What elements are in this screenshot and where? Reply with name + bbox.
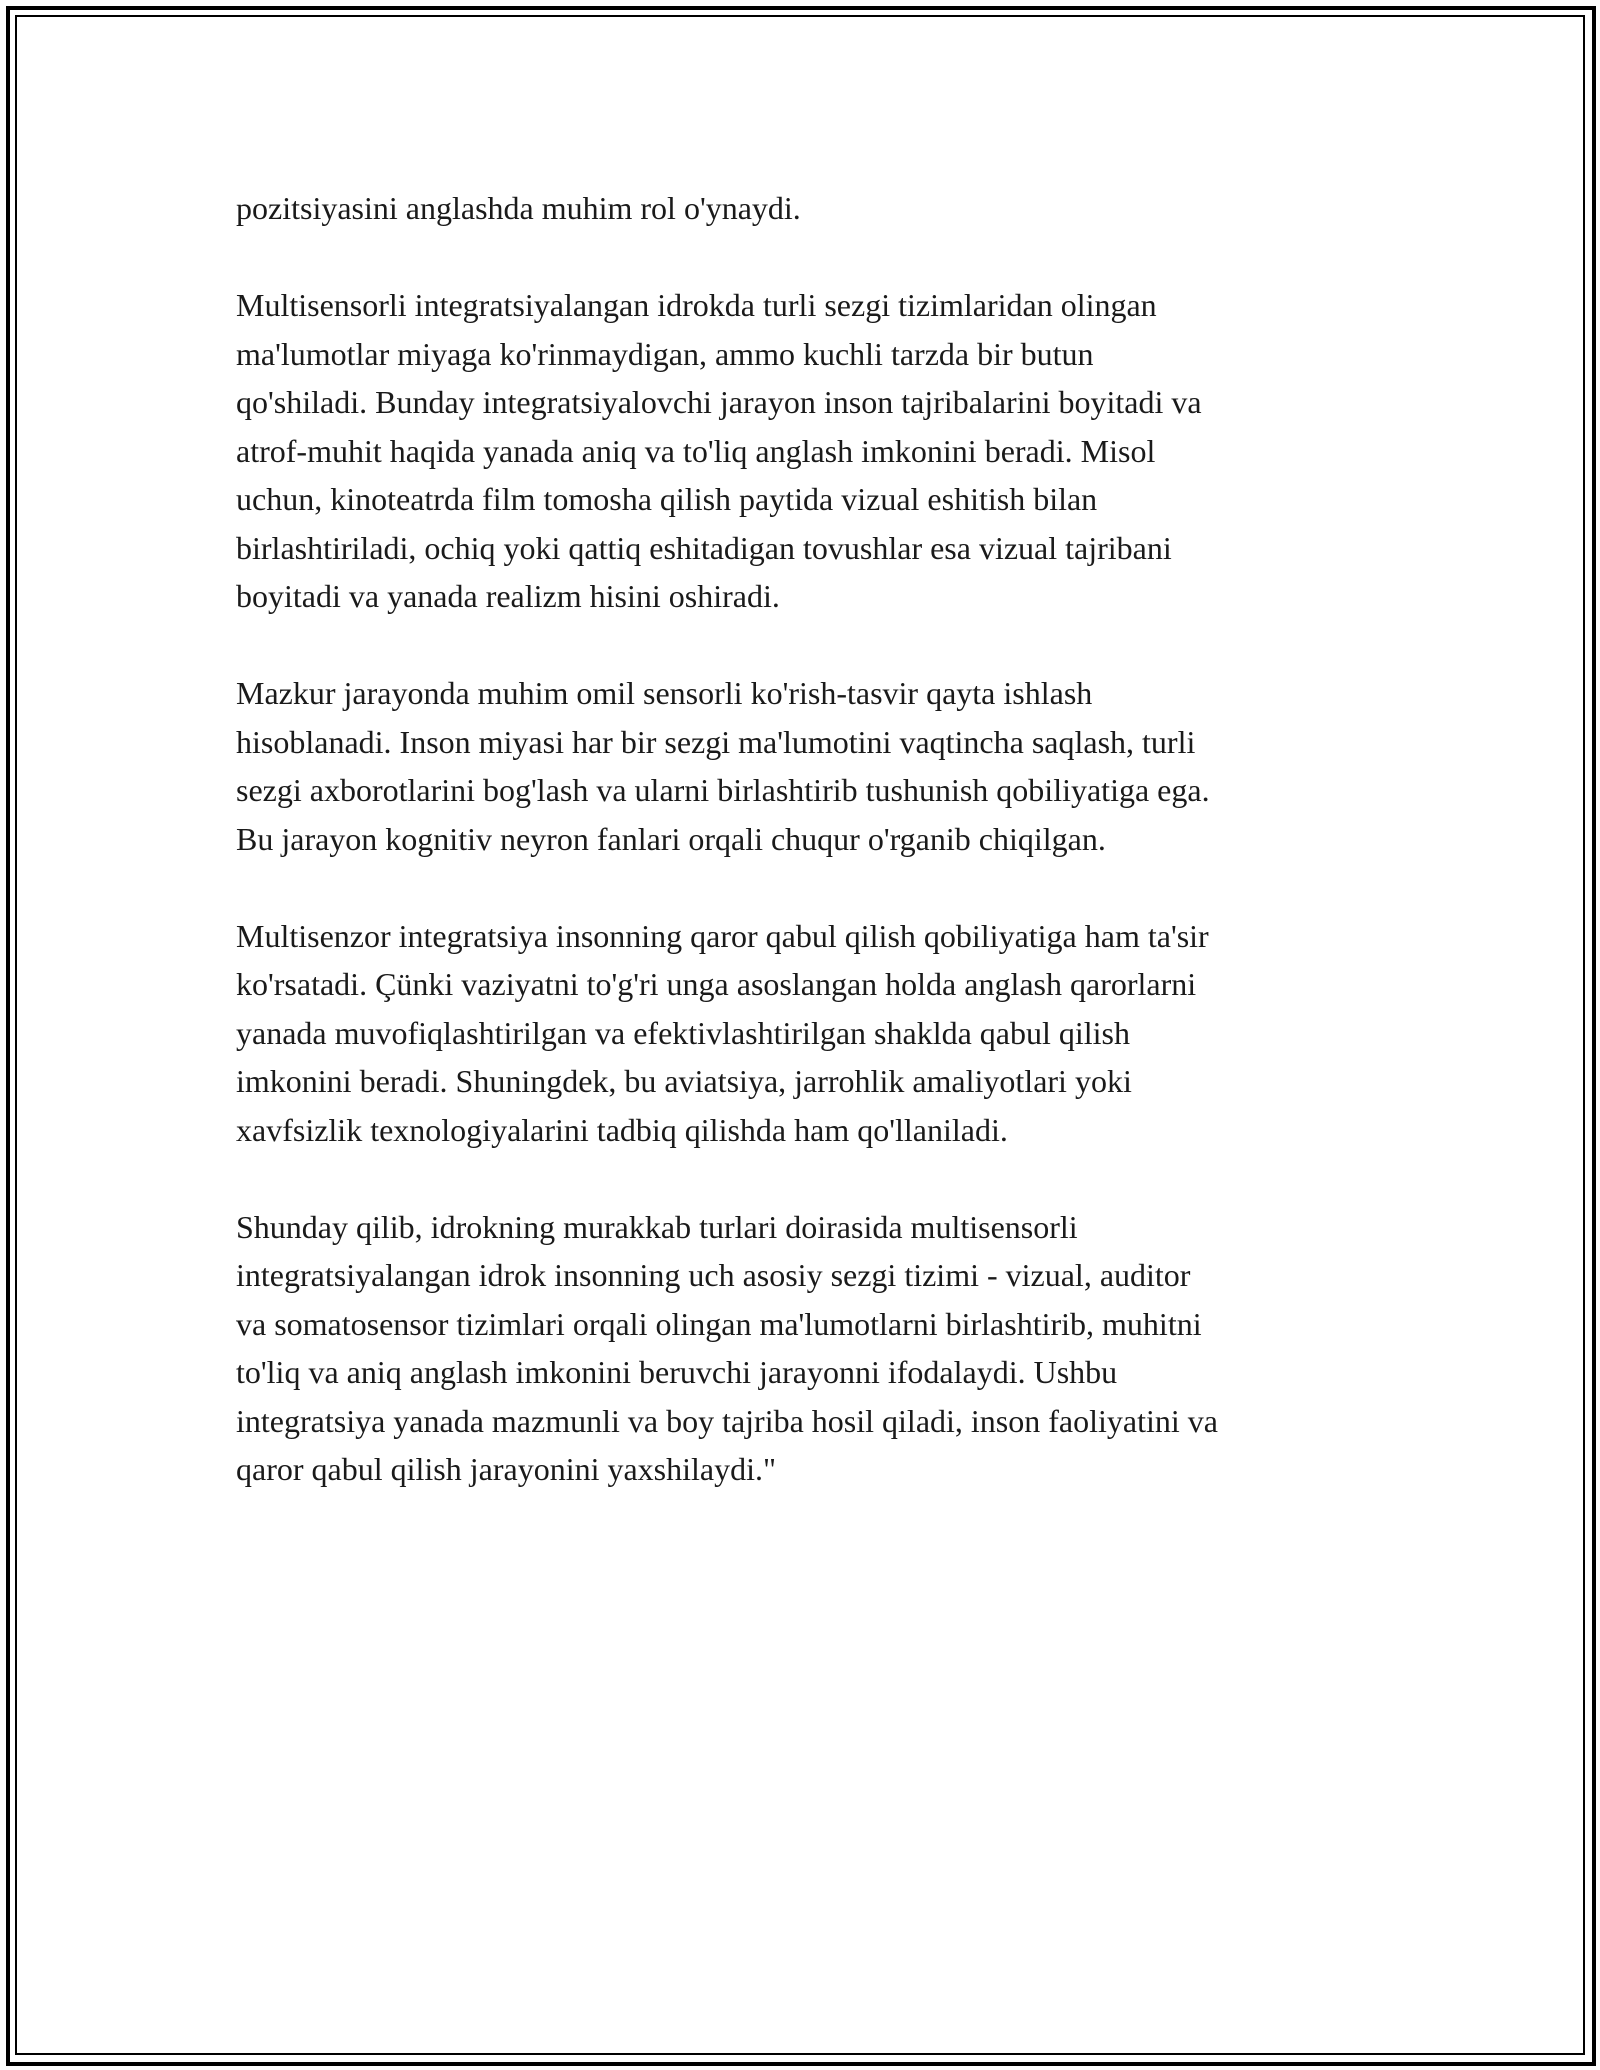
text-line: yanada muvofiqlashtirilgan va efektivlashtirilgan shaklda qabul qilish <box>236 1014 1130 1051</box>
text-line: integratsiyalangan idrok insonning uch asosiy sezgi tizimi - vizual, auditor <box>236 1257 1191 1293</box>
text-line: ma'lumotlar miyaga ko'rinmaydigan, ammo kuchli tarzda bir butun <box>236 335 1094 372</box>
text-line: imkonini beradi. Shuningdek, bu aviatsiya, jarrohlik amaliyotlari yoki <box>236 1063 1132 1099</box>
text-line: hisoblanadi. Inson miyasi har bir sezgi ma'lumotini vaqtincha saqlash, turli <box>236 723 1196 760</box>
document-body <box>236 184 1386 1542</box>
text-line: Multisenzor integratsiya insonning qaror qabul qilish qobiliyatiga ham ta'sir <box>236 917 1209 954</box>
text-line: ko'rsatadi. Çünki vaziyatni to'g'ri unga asoslangan holda anglash qarorlarni <box>236 966 1197 1002</box>
text-line: qaror qabul qilish jarayonini yaxshilaydi." <box>236 1451 777 1487</box>
text-line: pozitsiyasini anglashda muhim rol o'ynaydi. <box>236 190 801 226</box>
paragraph-4 <box>236 912 1386 1155</box>
paragraph-2 <box>236 281 1386 621</box>
text-line: sezgi axborotlarini bog'lash va ularni birlashtirib tushunish qobiliyatiga ega. <box>236 772 1210 808</box>
text-line: Shunday qilib, idrokning murakkab turlari doirasida multisensorli <box>236 1208 1078 1245</box>
text-line: boyitadi va yanada realizm hisini oshiradi. <box>236 578 780 614</box>
text-line: integratsiya yanada mazmunli va boy tajriba hosil qiladi, inson faoliyatini va <box>236 1402 1218 1439</box>
text-line: Multisensorli integratsiyalangan idrokda turli sezgi tizimlaridan olingan <box>236 287 1157 323</box>
text-line: birlashtiriladi, ochiq yoki qattiq eshitadigan tovushlar esa vizual tajribani <box>236 529 1172 566</box>
paragraph-5 <box>236 1203 1386 1494</box>
text-line: qo'shiladi. Bunday integratsiyalovchi jarayon inson tajribalarini boyitadi va <box>236 384 1202 420</box>
paragraph-3 <box>236 669 1386 863</box>
text-line: xavfsizlik texnologiyalarini tadbiq qilishda ham qo'llaniladi. <box>236 1111 1008 1148</box>
paragraph-1 <box>236 184 1386 233</box>
text-line: uchun, kinoteatrda film tomosha qilish paytida vizual eshitish bilan <box>236 481 1098 517</box>
text-line: Mazkur jarayonda muhim omil sensorli ko'rish-tasvir qayta ishlash <box>236 675 1093 711</box>
text-line: va somatosensor tizimlari orqali olingan ma'lumotlarni birlashtirib, muhitni <box>236 1305 1202 1342</box>
text-line: to'liq va aniq anglash imkonini beruvchi jarayonni ifodalaydi. Ushbu <box>236 1354 1118 1390</box>
text-line: atrof-muhit haqida yanada aniq va to'liq anglash imkonini beradi. Misol <box>236 432 1156 469</box>
text-line: Bu jarayon kognitiv neyron fanlari orqali chuqur o'rganib chiqilgan. <box>236 820 1106 857</box>
